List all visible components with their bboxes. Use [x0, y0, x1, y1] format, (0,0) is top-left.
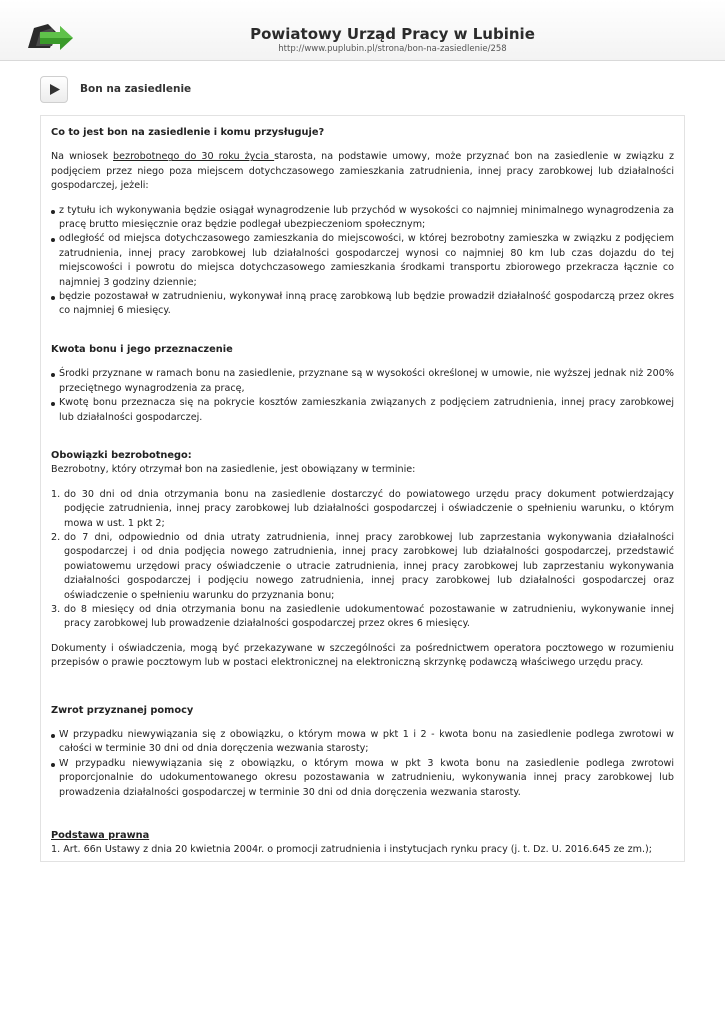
list-item: odległość od miejsca dotychczasowego zamieszkania do miejscowości, w której bezrobotny zamieszka w związku z podjęciem zatrudnienia, innej pracy zarobkowej lub działalności gospodarczej wynosi co najmniej 80 km lub czas dojazdu do tej miejscowości i powrotu do miejsca dotychczasowego zamieszkania środkami transportu zbiorowego przekracza łącznie co najmniej 3 godziny dziennie; — [51, 232, 674, 290]
section-title-refund: Zwrot przyznanej pomocy — [51, 704, 194, 716]
duties-intro: Bezrobotny, który otrzymał bon na zasiedlenie, jest obowiązany w terminie: — [51, 464, 416, 476]
section-title-amount: Kwota bonu i jego przeznaczenie — [51, 343, 233, 355]
play-arrow-icon — [49, 83, 61, 96]
amount-list — [51, 367, 674, 425]
list-item — [51, 531, 674, 603]
intro-paragraph — [51, 150, 674, 193]
refund-list — [51, 728, 674, 800]
section-header — [40, 76, 680, 104]
intro-underlined-text: bezrobotnego do 30 roku życia — [113, 151, 275, 163]
list-item: będzie pozostawał w zatrudnieniu, wykonywał inną pracę zarobkową lub będzie prowadził działalność gospodarczą przez okres co najmniej 6 miesięcy. — [51, 290, 674, 319]
item-text: do 8 miesięcy od dnia otrzymania bonu na zasiedlenie udokumentować pozostawanie w zatrudnieniu, wykonywanie innej pracy zarobkowej lub prowadzenie działalności gospodarczej przez okres 6 miesięcy. — [64, 603, 674, 630]
section-title-legal-basis: Podstawa prawna — [51, 830, 150, 842]
intro-text-before: Na wniosek — [51, 151, 114, 163]
section-title-what-is: Co to jest bon na zasiedlenie i komu przysługuje? — [51, 127, 325, 138]
list-item: W przypadku niewywiązania się z obowiązku, o którym mowa w pkt 3 kwota bonu na zasiedlenie podlega zwrotowi proporcjonalnie do udokumentowanego okresu pozostawania w zatrudnieniu, wykonywania innej pracy zarobkowej lub prowadzenia działalności gospodarczej w terminie 30 dni od dnia doręczenia wezwania starosty. — [51, 757, 674, 800]
item-number: 3. — [51, 603, 61, 615]
duties-list — [51, 488, 674, 632]
documents-note: Dokumenty i oświadczenia, mogą być przekazywane w szczególności za pośrednictwem operatora pocztowego w rozumieniu przepisów o prawie pocztowym lub w postaci elektronicznej na elektroniczną skrzynkę podawczą właściwego urzędu pracy. — [51, 642, 674, 669]
site-title: Powiatowy Urząd Pracy w Lubinie — [250, 25, 535, 43]
list-item: z tytułu ich wykonywania będzie osiągał wynagrodzenie lub przychód w wysokości co najmniej minimalnego wynagrodzenia za pracę brutto miesięcznie oraz będzie podlegał ubezpieczeniom społecznym; — [51, 204, 674, 233]
item-text: do 7 dni, odpowiednio od dnia utraty zatrudnienia, innej pracy zarobkowej lub zaprzestania wykonywania działalności gospodarczej i od dnia podjęcia nowego zatrudnienia, innej pracy zarobkowej lub działalności gospodarczej, przedstawić powiatowemu urzędowi pracy oświadczenie o utracie zatrudnienia, innej pracy zarobkowej lub zaprzestaniu wykonywania działalności gospodarczej i podjęciu nowego zatrudnienia, innej pracy zarobkowej lub działalności gospodarczej oraz oświadczenie o spełnieniu warunku do przyznania bonu; — [64, 531, 674, 601]
site-header — [0, 0, 725, 61]
nav-arrow-button[interactable] — [40, 76, 68, 103]
list-item: W przypadku niewywiązania się z obowiązku, o którym mowa w pkt 1 i 2 - kwota bonu na zasiedlenie podlega zwrotowi w całości w terminie 30 dni od dnia doręczenia wezwania starosty; — [51, 728, 674, 757]
list-item — [51, 488, 674, 531]
item-number: 2. — [51, 531, 61, 543]
item-text: do 30 dni od dnia otrzymania bonu na zasiedlenie dostarczyć do powiatowego urzędu pracy dokument potwierdzający podjęcie zatrudnienia, innej pracy zarobkowej lub działalności gospodarczej i oświadczenie o spełnieniu warunku, o którym mowa w ust. 1 pkt 2; — [64, 488, 674, 529]
conditions-list — [51, 204, 674, 319]
site-url[interactable]: http://www.puplubin.pl/strona/bon-na-zasiedlenie/258 — [278, 44, 507, 54]
article-content — [40, 115, 685, 862]
list-item: Kwotę bonu przeznacza się na pokrycie kosztów zamieszkania związanych z podjęciem zatrudnienia, innej pracy zarobkowej lub działalności gospodarczej. — [51, 396, 674, 425]
item-number: 1. — [51, 488, 61, 500]
page-title: Bon na zasiedlenie — [80, 83, 192, 95]
list-item: Środki przyznane w ramach bonu na zasiedlenie, przyznane są w wysokości określonej w umowie, nie wyższej jednak niż 200% przeciętnego wynagrodzenia za pracę, — [51, 367, 674, 396]
section-title-duties: Obowiązki bezrobotnego: — [51, 449, 192, 461]
legal-basis-text: 1. Art. 66n Ustawy z dnia 20 kwietnia 2004r. o promocji zatrudnienia i instytucjach rynku pracy (j. t. Dz. U. 2016.645 ze zm.); — [51, 844, 653, 856]
list-item — [51, 603, 674, 632]
intro-text-after: starosta, na podstawie umowy, może przyznać bon na zasiedlenie w związku z podjęciem przez niego poza miejscem dotychczasowego zamieszkania zatrudnienia, innej pracy zarobkowej lub działalności gospodarczej, jeżeli: — [51, 151, 675, 192]
